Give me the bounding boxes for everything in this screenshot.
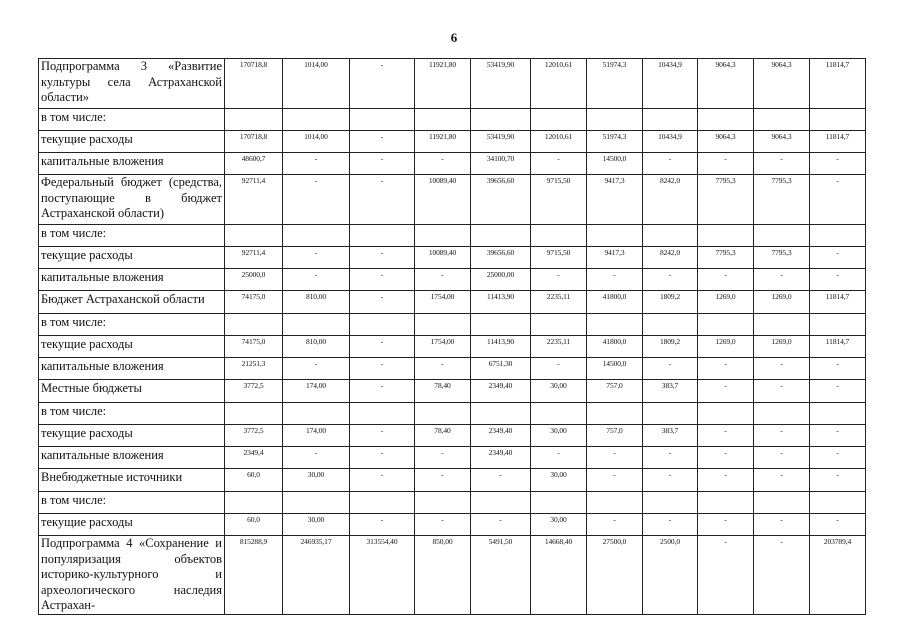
value-cell: 7795,3	[698, 247, 754, 269]
value-cell: 51974,3	[587, 59, 643, 109]
value-cell: -	[754, 514, 810, 536]
value-cell	[643, 109, 698, 131]
value-cell	[810, 314, 866, 336]
value-cell: 174,00	[283, 425, 350, 447]
value-cell: 1754,00	[415, 336, 471, 358]
value-cell: 2349,4	[225, 447, 283, 469]
value-cell: 1269,0	[698, 291, 754, 314]
value-cell: 41800,0	[587, 291, 643, 314]
value-cell: 757,0	[587, 380, 643, 403]
value-cell: -	[810, 247, 866, 269]
value-cell: -	[810, 447, 866, 469]
value-cell: 3772,5	[225, 425, 283, 447]
value-cell: 2349,40	[471, 447, 531, 469]
value-cell	[225, 403, 283, 425]
value-cell: 74175,0	[225, 336, 283, 358]
value-cell	[350, 109, 415, 131]
value-cell: -	[415, 358, 471, 380]
table-row	[39, 447, 866, 469]
value-cell: 810,00	[283, 291, 350, 314]
page-number: 6	[450, 30, 458, 45]
table-row	[39, 492, 866, 514]
value-cell: -	[350, 269, 415, 291]
row-label: в том числе:	[39, 403, 225, 425]
value-cell	[531, 314, 587, 336]
value-cell	[531, 109, 587, 131]
value-cell: -	[698, 536, 754, 615]
value-cell: 78,40	[415, 380, 471, 403]
row-label: в том числе:	[39, 225, 225, 247]
value-cell: 41800,0	[587, 336, 643, 358]
table-row	[39, 247, 866, 269]
value-cell	[283, 492, 350, 514]
table-row	[39, 225, 866, 247]
row-label: текущие расходы	[39, 514, 225, 536]
value-cell: 9064,3	[698, 59, 754, 109]
value-cell: -	[283, 247, 350, 269]
value-cell: -	[283, 269, 350, 291]
value-cell: 53419,90	[471, 131, 531, 153]
value-cell: 10089,40	[415, 247, 471, 269]
value-cell: -	[698, 380, 754, 403]
value-cell: 2349,40	[471, 425, 531, 447]
value-cell	[225, 492, 283, 514]
row-label: текущие расходы	[39, 425, 225, 447]
table-row	[39, 425, 866, 447]
table-row	[39, 380, 866, 403]
row-label: текущие расходы	[39, 247, 225, 269]
value-cell: -	[350, 59, 415, 109]
value-cell: 51974,3	[587, 131, 643, 153]
value-cell	[810, 403, 866, 425]
value-cell: 170718,8	[225, 59, 283, 109]
value-cell: -	[643, 447, 698, 469]
table-row	[39, 131, 866, 153]
value-cell: -	[350, 469, 415, 492]
value-cell: -	[810, 380, 866, 403]
value-cell: 9715,50	[531, 247, 587, 269]
value-cell: 78,40	[415, 425, 471, 447]
value-cell: -	[350, 131, 415, 153]
value-cell	[283, 314, 350, 336]
value-cell	[643, 225, 698, 247]
value-cell: 6751,30	[471, 358, 531, 380]
value-cell: -	[283, 153, 350, 175]
value-cell: -	[471, 469, 531, 492]
value-cell	[754, 492, 810, 514]
value-cell	[283, 403, 350, 425]
value-cell: -	[810, 514, 866, 536]
value-cell: -	[643, 514, 698, 536]
value-cell	[531, 225, 587, 247]
table-row	[39, 403, 866, 425]
value-cell: -	[810, 469, 866, 492]
table-row	[39, 536, 866, 615]
value-cell: -	[350, 247, 415, 269]
value-cell: 39656,60	[471, 175, 531, 225]
value-cell	[698, 403, 754, 425]
value-cell: 11814,7	[810, 336, 866, 358]
table-row	[39, 291, 866, 314]
value-cell: 11413,90	[471, 291, 531, 314]
value-cell: -	[810, 358, 866, 380]
row-label: Местные бюджеты	[39, 380, 225, 403]
value-cell: -	[754, 358, 810, 380]
value-cell: -	[350, 514, 415, 536]
value-cell	[415, 403, 471, 425]
value-cell: -	[350, 425, 415, 447]
row-label: капитальные вложения	[39, 358, 225, 380]
row-label: в том числе:	[39, 109, 225, 131]
value-cell: 30,00	[531, 469, 587, 492]
value-cell: 60,0	[225, 514, 283, 536]
value-cell: 1809,2	[643, 291, 698, 314]
row-label: Внебюджетные источники	[39, 469, 225, 492]
value-cell: 11413,90	[471, 336, 531, 358]
value-cell: -	[754, 153, 810, 175]
value-cell	[810, 492, 866, 514]
value-cell	[350, 403, 415, 425]
value-cell: 313554,40	[350, 536, 415, 615]
budget-table	[38, 58, 866, 615]
value-cell	[531, 492, 587, 514]
value-cell: -	[754, 469, 810, 492]
row-label: Подпрограмма 3 «Развитие культуры села Астраханской области»	[39, 59, 225, 109]
value-cell: 11921,80	[415, 131, 471, 153]
row-label: текущие расходы	[39, 131, 225, 153]
table-row	[39, 269, 866, 291]
value-cell	[587, 225, 643, 247]
value-cell: 14500,0	[587, 153, 643, 175]
table-body	[39, 59, 866, 615]
value-cell	[587, 109, 643, 131]
value-cell: -	[587, 514, 643, 536]
value-cell: 8242,0	[643, 247, 698, 269]
value-cell	[587, 314, 643, 336]
value-cell	[471, 225, 531, 247]
row-label: Федеральный бюджет (средства, поступающие в бюджет Астраханской области)	[39, 175, 225, 225]
value-cell: -	[698, 469, 754, 492]
value-cell: -	[283, 175, 350, 225]
value-cell: -	[350, 291, 415, 314]
value-cell: 1269,0	[698, 336, 754, 358]
value-cell: 9064,3	[754, 131, 810, 153]
value-cell: -	[283, 358, 350, 380]
value-cell	[698, 225, 754, 247]
value-cell: 810,00	[283, 336, 350, 358]
value-cell: -	[531, 153, 587, 175]
value-cell: 383,7	[643, 425, 698, 447]
value-cell: 170718,8	[225, 131, 283, 153]
value-cell	[471, 109, 531, 131]
value-cell: 3772,5	[225, 380, 283, 403]
value-cell	[754, 314, 810, 336]
value-cell: -	[810, 425, 866, 447]
value-cell	[754, 403, 810, 425]
value-cell: 9064,3	[754, 59, 810, 109]
value-cell: -	[643, 153, 698, 175]
value-cell: -	[698, 514, 754, 536]
value-cell	[350, 225, 415, 247]
value-cell: 48600,7	[225, 153, 283, 175]
value-cell: 10434,9	[643, 131, 698, 153]
value-cell: 1014,00	[283, 59, 350, 109]
value-cell: -	[587, 469, 643, 492]
row-label: капитальные вложения	[39, 269, 225, 291]
value-cell: -	[643, 269, 698, 291]
row-label: Подпрограмма 4 «Сохранение и популяризация объектов историко-культурного и археологического наследия Астрахан-	[39, 536, 225, 615]
value-cell: 34100,70	[471, 153, 531, 175]
value-cell: 25000,00	[471, 269, 531, 291]
value-cell: 203789,4	[810, 536, 866, 615]
table-row	[39, 358, 866, 380]
value-cell: 383,7	[643, 380, 698, 403]
value-cell: 11814,7	[810, 59, 866, 109]
value-cell: -	[698, 153, 754, 175]
value-cell	[283, 109, 350, 131]
value-cell: -	[350, 336, 415, 358]
value-cell: 2349,40	[471, 380, 531, 403]
value-cell: -	[643, 358, 698, 380]
table-row	[39, 314, 866, 336]
value-cell: -	[350, 380, 415, 403]
table-row	[39, 336, 866, 358]
value-cell: -	[698, 269, 754, 291]
value-cell: 11814,7	[810, 291, 866, 314]
value-cell: -	[283, 447, 350, 469]
value-cell: -	[415, 153, 471, 175]
value-cell: 21251,3	[225, 358, 283, 380]
value-cell: 53419,90	[471, 59, 531, 109]
value-cell	[471, 314, 531, 336]
value-cell: 1269,0	[754, 291, 810, 314]
value-cell: 27500,0	[587, 536, 643, 615]
value-cell: -	[350, 175, 415, 225]
value-cell	[225, 109, 283, 131]
value-cell: 25000,0	[225, 269, 283, 291]
value-cell: 1269,0	[754, 336, 810, 358]
row-label: капитальные вложения	[39, 153, 225, 175]
value-cell	[587, 403, 643, 425]
value-cell: 1754,00	[415, 291, 471, 314]
table-row	[39, 153, 866, 175]
row-label: в том числе:	[39, 492, 225, 514]
value-cell: 7795,3	[698, 175, 754, 225]
value-cell: -	[754, 425, 810, 447]
value-cell: -	[698, 358, 754, 380]
value-cell: -	[810, 175, 866, 225]
value-cell	[415, 225, 471, 247]
value-cell: -	[350, 447, 415, 469]
value-cell	[698, 492, 754, 514]
value-cell: -	[415, 469, 471, 492]
value-cell: 850,00	[415, 536, 471, 615]
value-cell: 7795,3	[754, 175, 810, 225]
value-cell	[698, 109, 754, 131]
value-cell	[698, 314, 754, 336]
value-cell: -	[471, 514, 531, 536]
value-cell: -	[350, 153, 415, 175]
value-cell: -	[531, 269, 587, 291]
value-cell: 30,00	[531, 425, 587, 447]
value-cell	[283, 225, 350, 247]
value-cell: 30,00	[283, 469, 350, 492]
table-row	[39, 469, 866, 492]
value-cell: 1014,00	[283, 131, 350, 153]
value-cell: 9417,3	[587, 247, 643, 269]
value-cell: -	[415, 514, 471, 536]
value-cell	[587, 492, 643, 514]
value-cell: 2235,11	[531, 336, 587, 358]
value-cell: -	[415, 269, 471, 291]
value-cell	[754, 225, 810, 247]
value-cell	[350, 314, 415, 336]
value-cell	[415, 314, 471, 336]
value-cell: 39656,60	[471, 247, 531, 269]
value-cell: 7795,3	[754, 247, 810, 269]
row-label: капитальные вложения	[39, 447, 225, 469]
value-cell: 2500,0	[643, 536, 698, 615]
value-cell: -	[754, 269, 810, 291]
value-cell	[643, 314, 698, 336]
row-label: в том числе:	[39, 314, 225, 336]
value-cell: -	[415, 447, 471, 469]
value-cell: 30,00	[283, 514, 350, 536]
value-cell: 74175,0	[225, 291, 283, 314]
value-cell: 1809,2	[643, 336, 698, 358]
value-cell: -	[754, 380, 810, 403]
value-cell	[350, 492, 415, 514]
value-cell: -	[810, 269, 866, 291]
value-cell: 30,00	[531, 380, 587, 403]
value-cell: 14668,40	[531, 536, 587, 615]
value-cell: 10434,9	[643, 59, 698, 109]
value-cell: -	[531, 358, 587, 380]
value-cell: -	[810, 153, 866, 175]
value-cell: 815288,9	[225, 536, 283, 615]
value-cell	[810, 225, 866, 247]
value-cell: 14500,0	[587, 358, 643, 380]
value-cell: -	[643, 469, 698, 492]
row-label: текущие расходы	[39, 336, 225, 358]
value-cell: 246935,17	[283, 536, 350, 615]
value-cell	[225, 314, 283, 336]
value-cell: 5491,50	[471, 536, 531, 615]
value-cell	[225, 225, 283, 247]
value-cell: -	[754, 447, 810, 469]
value-cell: 12010,61	[531, 131, 587, 153]
value-cell: 92711,4	[225, 247, 283, 269]
value-cell: -	[350, 358, 415, 380]
value-cell: 757,0	[587, 425, 643, 447]
value-cell: -	[531, 447, 587, 469]
value-cell	[471, 492, 531, 514]
value-cell: 9417,3	[587, 175, 643, 225]
value-cell: -	[698, 447, 754, 469]
value-cell: -	[698, 425, 754, 447]
value-cell: 8242,0	[643, 175, 698, 225]
value-cell	[810, 109, 866, 131]
value-cell	[415, 492, 471, 514]
value-cell	[471, 403, 531, 425]
value-cell: 30,00	[531, 514, 587, 536]
value-cell	[643, 492, 698, 514]
value-cell: 9715,50	[531, 175, 587, 225]
table-row	[39, 175, 866, 225]
value-cell: 2235,11	[531, 291, 587, 314]
value-cell: 12010,61	[531, 59, 587, 109]
table-row	[39, 109, 866, 131]
table-row	[39, 59, 866, 109]
value-cell: 11921,80	[415, 59, 471, 109]
table-row	[39, 514, 866, 536]
value-cell: 11814,7	[810, 131, 866, 153]
row-label: Бюджет Астраханской области	[39, 291, 225, 314]
value-cell: -	[587, 447, 643, 469]
value-cell: 10089,40	[415, 175, 471, 225]
value-cell: -	[587, 269, 643, 291]
value-cell	[531, 403, 587, 425]
value-cell: 92711,4	[225, 175, 283, 225]
value-cell: 174,00	[283, 380, 350, 403]
value-cell: -	[754, 536, 810, 615]
value-cell	[754, 109, 810, 131]
value-cell	[415, 109, 471, 131]
value-cell: 60,0	[225, 469, 283, 492]
value-cell: 9064,3	[698, 131, 754, 153]
value-cell	[643, 403, 698, 425]
